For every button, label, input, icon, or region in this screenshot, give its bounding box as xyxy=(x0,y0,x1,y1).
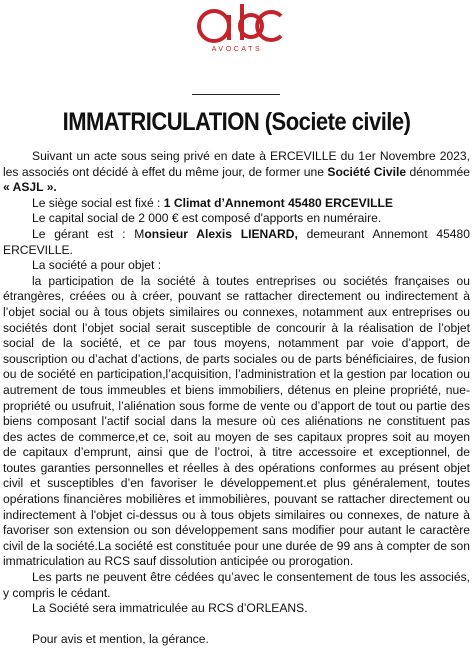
paragraph-purpose: la participation de la société à toutes entreprises ou sociétés françaises ou étrangères, créées ou à créer, pouvant se rattacher directement ou indirectement à l’objet social ou à tous objets similaires ou connexes, notamment aux entreprises ou sociétés dont l’objet social serait susceptible de concourir à la réalisation de l’objet social de la société, et ce par tous moyens, notamment par voie d’apport, de souscription ou d’achat d’actions, de parts sociales ou de parts bénéficiaires, de fusion ou de société en participation,l’acquisition, l’administration et la gestion par location ou autrement de tous immeubles et biens immobiliers, détenus en pleine propriété, nue-propriété ou usufruit, l’aliénation sous forme de vente ou d’apport de tout ou partie des biens composant l’actif social dans la mesure où ces aliénations ne constituent pas des actes de commerce,et ce, soit au moyen de ses capitaux propres soit au moyen de capitaux d’emprunt, ainsi que de l’octroi, à titre accessoire et exceptionnel, de toutes garanties personnelles et réelles à des opérations conformes au présent objet civil et susceptibles d’en favoriser le développement.et plus généralement, toutes opérations financières mobilières et immobilières, pouvant se rattacher directement ou indirectement à l'objet ci-dessus ou à tous objets similaires ou connexes, de nature à favoriser son extension ou son développement sans modifier pour autant le caractère civil de la société.La société est constituée pour une durée de 99 ans à compter de son immatriculation au RCS sauf dissolution anticipée ou prorogation. xyxy=(3,273,470,569)
logo-subtitle: AVOCATS xyxy=(211,46,263,53)
paragraph-shares: Les parts ne peuvent être cédées qu’avec le consentement de tous les associés, y compris le cédant. xyxy=(3,570,470,600)
firm-logo xyxy=(189,2,285,58)
abc-logo-icon xyxy=(189,2,285,46)
head-office-address: 1 Climat d’Annemont 45480 ERCEVILLE xyxy=(163,195,393,210)
manager-address: demeurant Annemont 45480 ERCEVILLE. xyxy=(3,226,470,257)
formation-text: Suivant un acte sous seing privé en date à ERCEVILLE du 1er Novembre 2023, les associés ont décidé à effet du même jour, de former une xyxy=(3,149,470,179)
head-office-label: Le siège social est fixé : xyxy=(32,195,164,210)
title-divider xyxy=(192,94,280,95)
manager-name: onsieur Alexis LIENARD, xyxy=(144,226,298,241)
paragraph-registration: La Société sera immatriculée au RCS d’ORLEANS. xyxy=(32,601,308,616)
company-name: « ASJL ». xyxy=(3,180,57,195)
paragraph-capital: Le capital social de 2 000 € est composé d'apports en numéraire. xyxy=(32,211,382,226)
paragraph-head-office xyxy=(3,196,470,212)
company-type: Société Civile xyxy=(327,164,407,179)
page-title: IMMATRICULATION (Societe civile) xyxy=(62,108,411,136)
paragraph-manager xyxy=(3,227,470,258)
legal-notice-body xyxy=(3,149,470,648)
paragraph-formation xyxy=(3,149,470,196)
manager-label: Le gérant est : M xyxy=(32,226,145,241)
formation-text-mid: dénommée xyxy=(406,164,470,179)
paragraph-signature: Pour avis et mention, la gérance. xyxy=(32,632,209,647)
paragraph-purpose-heading: La société a pour objet : xyxy=(32,258,162,273)
